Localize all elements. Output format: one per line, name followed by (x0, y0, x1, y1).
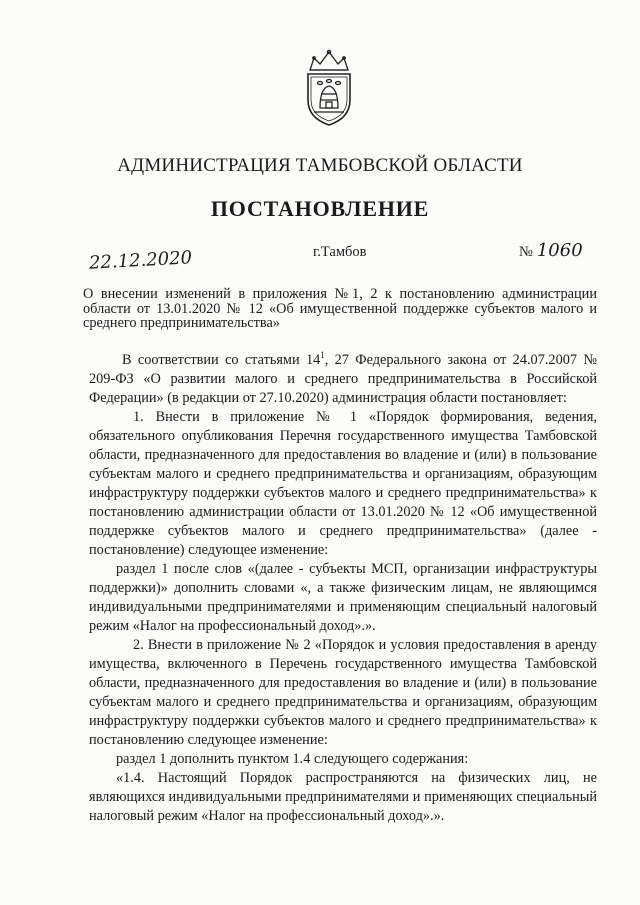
preamble-text-start: В соответствии со статьями 14 (122, 352, 321, 368)
item-2-paragraph: 2. Внести в приложение № 2 «Порядок и условия предоставления в аренду имущества, включенного в Перечень государственного имущества Тамбовской области, предназначенного для предоставления во владение и (или) в пользование субъектам малого и среднего предпринимательства и организациям, образующим инфраструктуру поддержки субъектов малого и среднего предпринимательства» к постановлению следующее изменение: (89, 637, 597, 748)
document-body (89, 351, 597, 826)
document-subject: О внесении изменений в приложения №1, 2 к постановлению администрации области от 13.01.2020 № 12 «Об имущественной поддержке субъектов малого и среднего предпринимательства» (83, 286, 597, 331)
item-2-quote: «1.4. Настоящий Порядок распространяются на физических лиц, не являющихся индивидуальными предпринимателями и применяющих специальный налоговый режим «Налог на профессиональный доход».». (89, 770, 597, 824)
tambov-coat-of-arms-icon (300, 48, 358, 128)
preamble-text-end: , 27 Федерального закона от 24.07.2007 № 209-ФЗ «О развитии малого и среднего предпринимательства в Российской Федерации» (в редакции от 27.10.2020) администрация области постановляет: (89, 352, 597, 406)
authority-name: АДМИНИСТРАЦИЯ ТАМБОВСКОЙ ОБЛАСТИ (117, 155, 523, 176)
item-2-subparagraph: раздел 1 дополнить пунктом 1.4 следующего содержания: (116, 751, 469, 767)
item-1-subparagraph: раздел 1 после слов «(далее - субъекты МСП, организации инфраструктуры поддержки)» дополнить словами «, а также физическим лицам, не являющимся индивидуальными предпринимателями и применяющим специальный налоговый режим «Налог на профессиональный доход».». (89, 561, 597, 634)
document-date: 22.12.2020 (88, 247, 193, 274)
document-city: г.Тамбов (313, 244, 367, 260)
document-number (519, 240, 583, 261)
preamble-superscript: 1 (320, 350, 325, 361)
item-1-paragraph: 1. Внести в приложение № 1 «Порядок формирования, ведения, обязательного опубликования Перечня государственного имущества Тамбовской области, предназначенного для предоставления во владение и (или) в пользование субъектам малого и среднего предпринимательства и организациям, образующим инфраструктуру поддержки субъектов малого и среднего предпринимательства» к постановлению администрации области от 13.01.2020 № 12 «Об имущественной поддержке субъектов малого и среднего предпринимательства» (далее - постановление) следующее изменение: (89, 409, 597, 558)
document-type: ПОСТАНОВЛЕНИЕ (210, 196, 430, 221)
number-prefix: № (519, 244, 533, 260)
number-value: 1060 (536, 240, 583, 261)
preamble-paragraph (89, 351, 597, 408)
